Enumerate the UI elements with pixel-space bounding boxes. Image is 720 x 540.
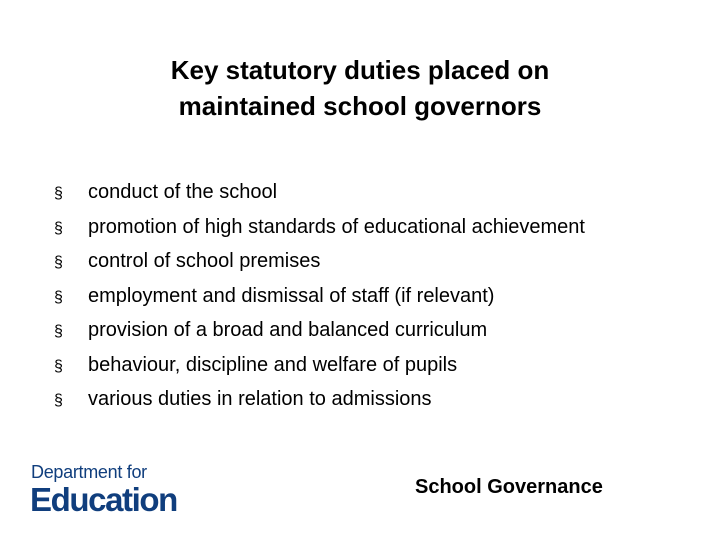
slide-title	[60, 52, 660, 124]
list-item-text: employment and dismissal of staff (if relevant)	[88, 284, 495, 307]
list-item-text: provision of a broad and balanced curriculum	[88, 319, 488, 341]
list-item-text: promotion of high standards of educational achievement	[88, 215, 585, 238]
slide-title-line-2: maintained school governors	[178, 91, 542, 121]
bullet-marker-icon: §	[54, 357, 63, 375]
footer-label: School Governance	[415, 476, 603, 498]
list-item	[54, 382, 704, 417]
bullet-marker-icon: §	[54, 185, 63, 202]
bullet-marker-icon: §	[54, 219, 63, 237]
slide-title-line-1: Key statutory duties placed on	[170, 55, 550, 85]
list-item	[54, 313, 704, 348]
list-item-text: conduct of the school	[88, 181, 278, 203]
logo-line-department: Department for	[31, 462, 147, 482]
bullet-marker-icon: §	[54, 288, 63, 306]
duties-list	[54, 175, 704, 417]
list-item-text: behaviour, discipline and welfare of pupils	[88, 353, 458, 376]
bullet-marker-icon: §	[54, 323, 63, 340]
list-item-text: various duties in relation to admissions	[88, 388, 432, 410]
list-item-text: control of school premises	[88, 250, 321, 272]
list-item	[54, 210, 704, 245]
list-item	[54, 348, 704, 383]
list-item	[54, 175, 704, 210]
bullet-marker-icon: §	[54, 254, 63, 271]
department-for-education-logo	[30, 462, 200, 518]
logo-line-education: Education	[30, 481, 177, 518]
list-item	[54, 244, 704, 279]
list-item	[54, 279, 704, 314]
bullet-marker-icon: §	[54, 392, 63, 409]
